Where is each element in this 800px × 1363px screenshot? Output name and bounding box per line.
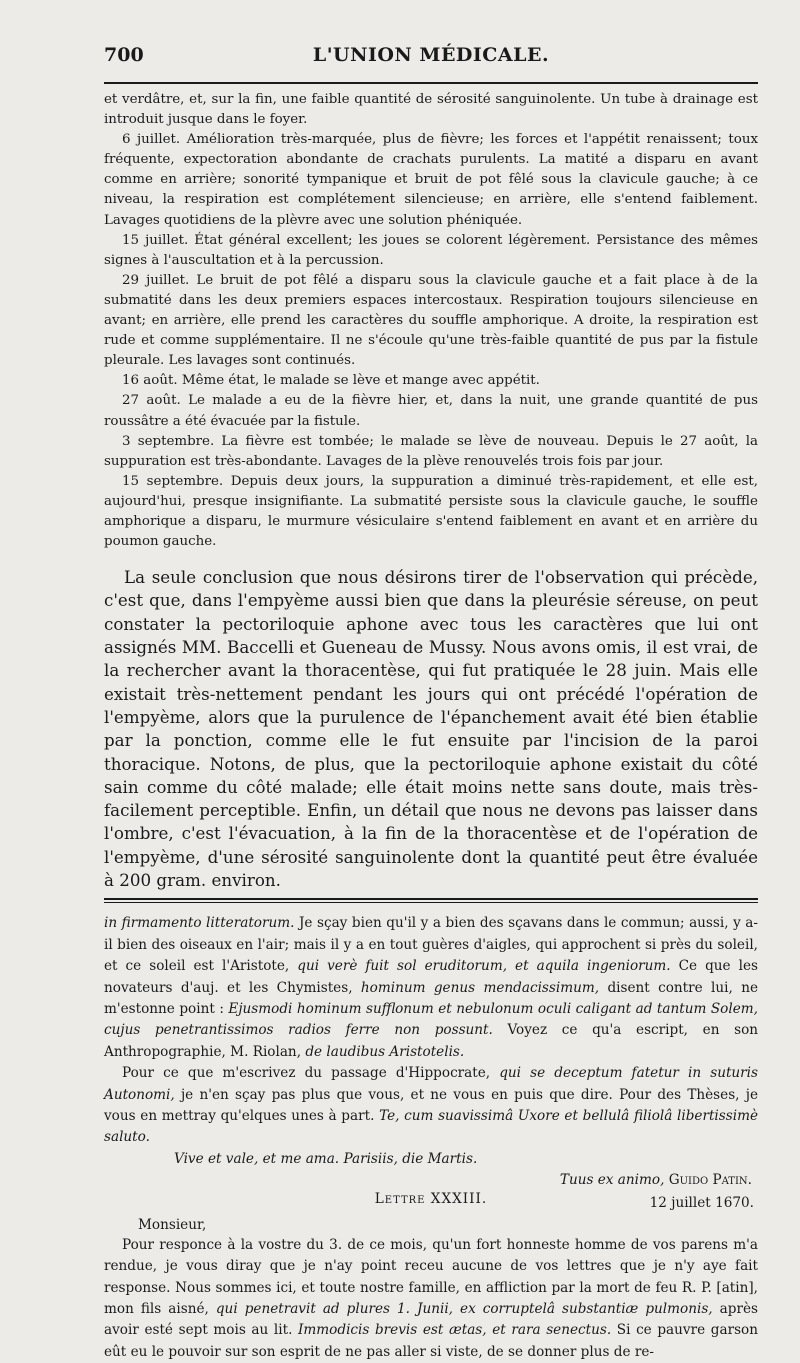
signature-name: Guido Patin. [664,1171,752,1188]
observation-paragraph: et verdâtre, et, sur la fin, une faible quantité de sérosité sanguinolente. Un tube à drainage est introduit jusque dans le foyer. [104,92,758,128]
letter-date: 12 juillet 1670. [649,1194,754,1211]
text-run: Je sçay bien qu'il y a bien des sçavans dans le commun; aussi, y a-il bien des oiseaux en l'air; mais il y a en tout guères d'aigles, qui approchent si près du soleil, et ce soleil est l'Aristote, [104,915,758,975]
latin-phrase: in firmamento litteratorum. [104,915,295,932]
text-run: Pour ce que m'escrivez du passage d'Hippocrate, [122,1065,500,1082]
observation-paragraph: 27 août. Le malade a eu de la fièvre hier, et, dans la nuit, une grande quantité de pus roussâtre a été évacuée par la fistule. [104,393,758,429]
letter-paragraph [104,913,758,1063]
signature-phrase: Tuus ex animo, [559,1171,665,1188]
letter-number: Lettre XXXIII. [374,1190,488,1207]
latin-phrase: qui se deceptum fatetur in suturis Autonomi, [104,1065,758,1103]
conclusion-section [104,566,758,892]
latin-phrase: Te, cum suavissimâ Uxore et bellulâ filiolâ libertissimè saluto. [104,1107,758,1146]
latin-phrase: hominum genus mendacissimum, [360,979,600,996]
observation-paragraph: 16 août. Même état, le malade se lève et mange avec appétit. [122,373,540,389]
running-title: L'UNION MÉDICALE. [312,44,550,66]
text-run: Si ce pauvre garson eût eu le pouvoir sur son esprit de ne pas aller si viste, de se donner plus de re- [104,1322,758,1360]
latin-phrase: Immodicis brevis est ætas, et rara senectus. [298,1322,612,1339]
text-run: après avoir esté sept mois au lit. [104,1301,758,1339]
text-run: Voyez ce qu'a escript, en son Anthropographie, M. Riolan, [104,1022,759,1060]
text-run: je n'en sçay pas plus que vous, et ne vous en puis que dire. Pour des Thèses, je vous en mettray qu'elques unes à part. [104,1086,758,1124]
letter-heading [104,1191,758,1215]
observation-paragraph: 15 septembre. Depuis deux jours, la suppuration a diminué très-rapidement, et elle est, aujourd'hui, presque insignifiante. La submatité persiste sous la clavicule gauche, le souffle amphorique a disparu, le murmure vésiculaire s'entend faiblement en avant et en arrière du poumon gauche. [104,473,758,550]
latin-phrase: de laudibus Aristotelis. [305,1043,465,1060]
observation-paragraph: 15 juillet. État général excellent; les joues se colorent légèrement. Persistance des mêmes signes à l'auscultation et à la percussion. [104,232,758,268]
text-run: Pour responce à la vostre du 3. de ce mois, qu'un fort honneste homme de vos parens m'a rendue, je vous diray que je n'ay point receu aucune de vos lettres que je n'y aye fait response. Nous sommes ici, et toute nostre famille, en affliction par la mort de feu R. P. [atin], mon fils aisné, [104,1236,758,1317]
conclusion-paragraph: La seule conclusion que nous désirons tirer de l'observation qui précède, c'est que, dans l'empyème aussi bien que dans la pleurésie séreuse, on peut constater la pectoriloquie aphone avec tous les caractères que lui ont assignés MM. Baccelli et Gueneau de Mussy. Nous avons omis, il est vrai, de la rechercher avant la thoracentèse, qui fut pratiquée le 28 juin. Mais elle existait très-nettement pendant les jours qui ont précédé l'opération de l'empyème, alors que la purulence de l'épanchement avait été bien établie par la ponction, comme elle le fut ensuite par l'incision de la paroi thoracique. Notons, de plus, que la pectoriloquie aphone existait du côté sain comme du côté malade; elle était moins nette sans doute, mais très-facilement perceptible. Enfin, un détail que nous ne devons pas laisser dans l'ombre, c'est l'évacuation, à la fin de la thoracentèse et de l'opération de l'empyème, d'une sérosité sanguinolente dont la quantité peut être évaluée à 200 gram. environ. [104,567,758,891]
section-double-rule [104,898,758,903]
letter-signature [104,1170,758,1191]
letter-salutation: Monsieur, [138,1216,207,1233]
letter-paragraph [104,1235,758,1363]
latin-phrase: Ejusmodi hominum sufflonum et nebulonum oculi caligant ad tantum Solem, cujus penetrantissimos radios ferre non possunt. [104,1000,758,1039]
observation-paragraph: 29 juillet. Le bruit de pot fêlé a disparu sous la clavicule gauche et a fait place à de la submatité dans les deux premiers espaces intercostaux. Respiration toujours silencieuse en avant; en arrière, elle prend les caractères du souffle amphorique. A droite, la respiration est rude et comme supplémentaire. Il ne s'écoule qu'une très-faible quantité de pus par la fistule pleurale. Les lavages sont continués. [104,272,758,369]
latin-phrase: qui penetravit ad plures 1. Junii, ex corruptelâ substantiæ pulmonis, [215,1301,713,1317]
page-number: 700 [104,44,144,66]
text-run: disent contre lui, ne m'estonne point : [104,979,758,1017]
letters-section [104,913,758,1363]
latin-phrase: qui verè fuit sol eruditorum, et aquila ingeniorum. [297,958,671,975]
observation-paragraph: 6 juillet. Amélioration très-marquée, plus de fièvre; les forces et l'appétit renaissent; toux fréquente, expectoration abondante de crachats purulents. La matité a disparu en avant comme en arrière; sonorité tympanique et bruit de pot fêlé sous la clavicule gauche; à ce niveau, la respiration est complétement silencieuse; en arrière, elle s'entend faiblement. Lavages quotidiens de la plèvre avec une solution phéniquée. [104,132,758,228]
observation-section [104,90,758,552]
header-rule [104,82,758,84]
text-run: Ce que les novateurs d'auj. et les Chymistes, [104,958,759,996]
letter-paragraph [104,1063,758,1149]
page-header [104,44,758,78]
letter-closing: Vive et vale, et me ama. Parisiis, die Martis. [174,1150,478,1167]
observation-paragraph: 3 septembre. La fièvre est tombée; le malade se lève de nouveau. Depuis le 27 août, la suppuration est très-abondante. Lavages de la plève renouvelés trois fois par jour. [104,433,758,469]
